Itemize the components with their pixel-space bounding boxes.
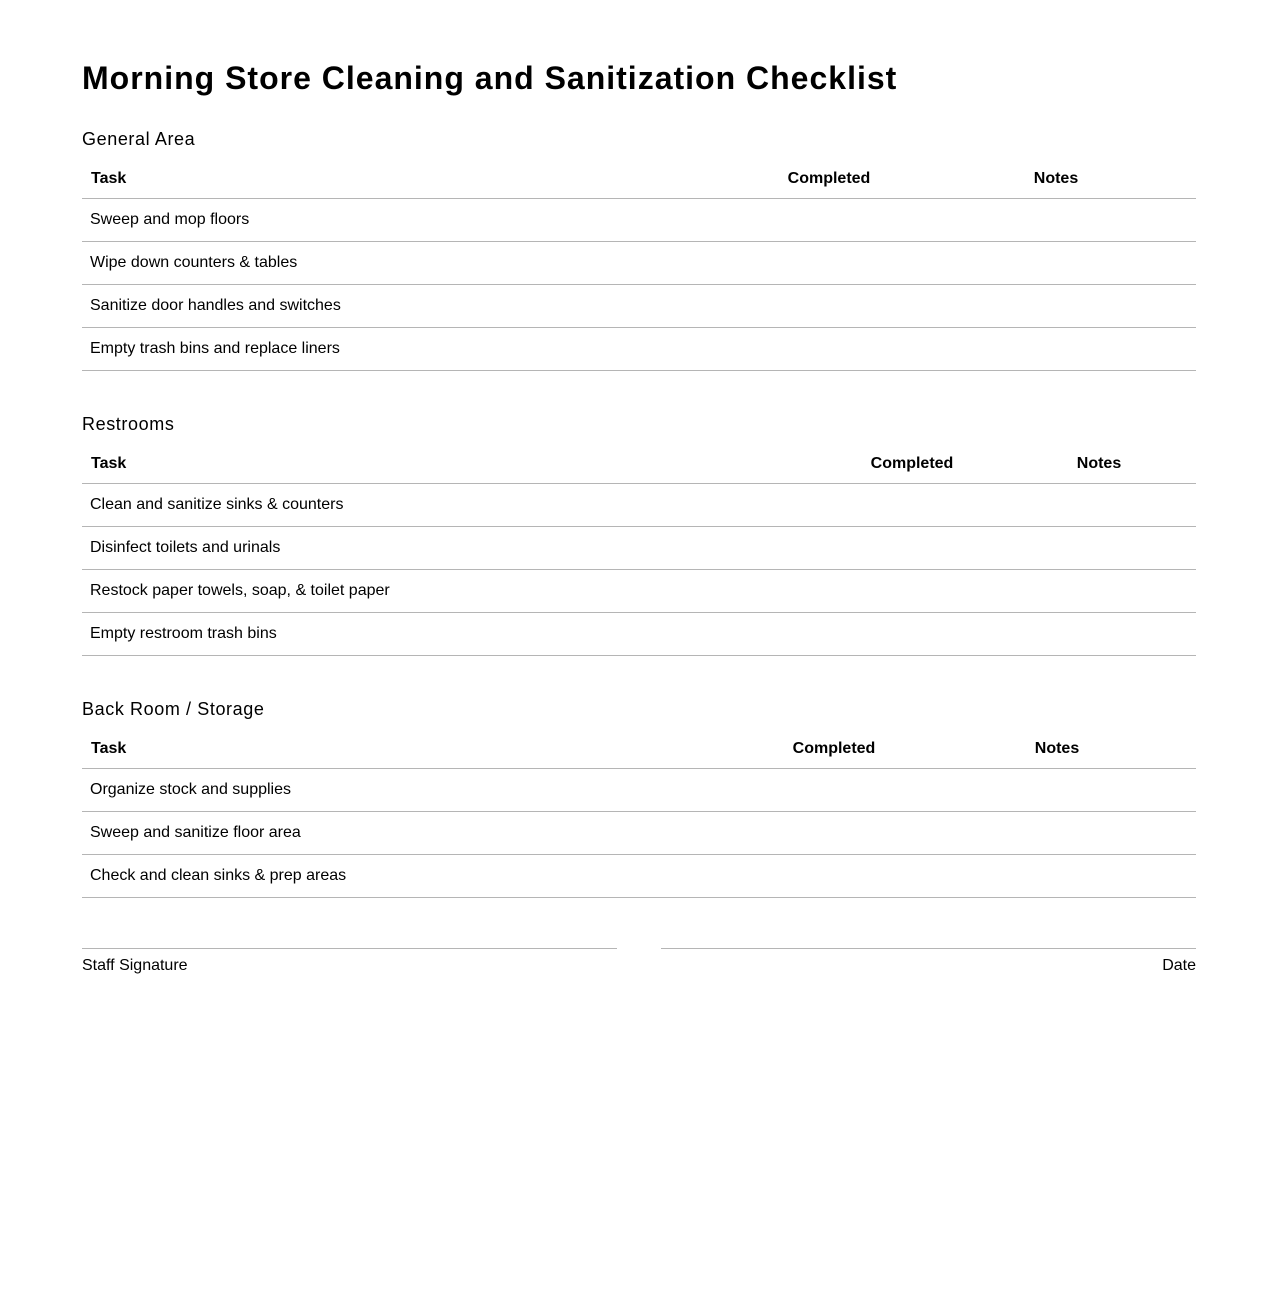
- table-header-row: [82, 445, 1196, 484]
- column-header-task: Task: [82, 445, 822, 484]
- table-row: [82, 328, 1196, 371]
- task-cell: Empty restroom trash bins: [82, 613, 822, 656]
- task-cell: Sanitize door handles and switches: [82, 285, 742, 328]
- column-header-notes: Notes: [916, 160, 1196, 199]
- table-row: [82, 242, 1196, 285]
- page-title: Morning Store Cleaning and Sanitization Checklist: [82, 60, 898, 96]
- staff-signature-line[interactable]: [82, 948, 617, 949]
- completed-cell[interactable]: [750, 855, 918, 898]
- table-row: [82, 855, 1196, 898]
- notes-cell[interactable]: [918, 855, 1196, 898]
- signature-area: [82, 948, 1196, 978]
- completed-cell[interactable]: [742, 285, 916, 328]
- column-header-completed: Completed: [742, 160, 916, 199]
- table-row: [82, 769, 1196, 812]
- task-cell: Clean and sanitize sinks & counters: [82, 484, 822, 527]
- completed-cell[interactable]: [822, 484, 1002, 527]
- column-header-notes: Notes: [1002, 445, 1196, 484]
- checklist-table: [82, 730, 1196, 898]
- task-cell: Sweep and sanitize floor area: [82, 812, 750, 855]
- column-header-completed: Completed: [822, 445, 1002, 484]
- date-label: Date: [1162, 957, 1196, 974]
- notes-cell[interactable]: [1002, 484, 1196, 527]
- section-title: Restrooms: [82, 414, 175, 434]
- task-cell: Disinfect toilets and urinals: [82, 527, 822, 570]
- date-line[interactable]: [661, 948, 1196, 949]
- column-header-task: Task: [82, 730, 750, 769]
- checklist-table: [82, 160, 1196, 371]
- table-header-row: [82, 730, 1196, 769]
- completed-cell[interactable]: [822, 613, 1002, 656]
- table-row: [82, 285, 1196, 328]
- task-cell: Organize stock and supplies: [82, 769, 750, 812]
- task-cell: Restock paper towels, soap, & toilet paper: [82, 570, 822, 613]
- completed-cell[interactable]: [742, 242, 916, 285]
- section-title: General Area: [82, 129, 196, 149]
- table-row: [82, 199, 1196, 242]
- table-row: [82, 570, 1196, 613]
- completed-cell[interactable]: [750, 812, 918, 855]
- notes-cell[interactable]: [918, 769, 1196, 812]
- completed-cell[interactable]: [742, 199, 916, 242]
- notes-cell[interactable]: [918, 812, 1196, 855]
- notes-cell[interactable]: [916, 328, 1196, 371]
- notes-cell[interactable]: [916, 199, 1196, 242]
- table-row: [82, 484, 1196, 527]
- task-cell: Check and clean sinks & prep areas: [82, 855, 750, 898]
- task-cell: Wipe down counters & tables: [82, 242, 742, 285]
- completed-cell[interactable]: [750, 769, 918, 812]
- checklist-table: [82, 445, 1196, 656]
- table-header-row: [82, 160, 1196, 199]
- column-header-completed: Completed: [750, 730, 918, 769]
- notes-cell[interactable]: [916, 242, 1196, 285]
- task-cell: Empty trash bins and replace liners: [82, 328, 742, 371]
- completed-cell[interactable]: [822, 570, 1002, 613]
- column-header-notes: Notes: [918, 730, 1196, 769]
- table-row: [82, 812, 1196, 855]
- column-header-task: Task: [82, 160, 742, 199]
- notes-cell[interactable]: [916, 285, 1196, 328]
- notes-cell[interactable]: [1002, 527, 1196, 570]
- table-row: [82, 613, 1196, 656]
- completed-cell[interactable]: [742, 328, 916, 371]
- table-row: [82, 527, 1196, 570]
- notes-cell[interactable]: [1002, 570, 1196, 613]
- staff-signature-label: Staff Signature: [82, 957, 188, 974]
- completed-cell[interactable]: [822, 527, 1002, 570]
- notes-cell[interactable]: [1002, 613, 1196, 656]
- section-title: Back Room / Storage: [82, 699, 265, 719]
- task-cell: Sweep and mop floors: [82, 199, 742, 242]
